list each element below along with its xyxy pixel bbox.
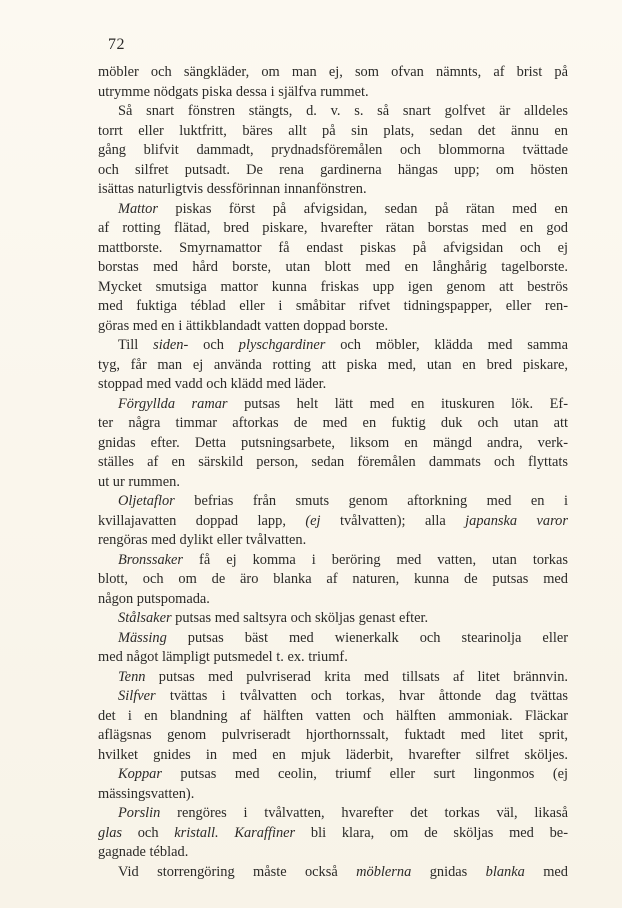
text-run: bli klara, om de sköljas med be- (295, 824, 568, 841)
text-run: mattborste. Smyrnamattor få endast piskas på afvigsidan och ej (98, 239, 568, 256)
italic-term: plyschgardiner (238, 337, 326, 353)
italic-term: Oljetaflor (118, 493, 175, 509)
italic-term: möblerna (356, 863, 412, 880)
text-line (98, 141, 568, 161)
text-line (98, 375, 568, 395)
text-run: tvålvatten); alla (320, 512, 466, 529)
italic-term: (ej (305, 512, 321, 529)
text-run: borstas med hård borste, utan blott med en långhårig tagelborste. (98, 259, 568, 275)
text-line (98, 648, 568, 668)
italic-term: japanska varor (465, 512, 568, 529)
text-line (98, 180, 568, 200)
text-run: isättas naturligtvis dessförinnan innanfönstren. (98, 181, 367, 197)
text-line (98, 434, 568, 454)
text-run: gagnade téblad. (98, 844, 189, 860)
text-run: stoppad med vadd och klädd med läder. (98, 376, 327, 392)
text-line (98, 317, 568, 337)
text-run: putsas med pulvriserad krita med tillsats af litet brännvin. (145, 668, 568, 685)
italic-term: kristall. (174, 824, 219, 841)
italic-term: Bronssaker (118, 551, 184, 568)
body-text (98, 63, 568, 882)
text-run: kvillajavatten doppad lapp, (98, 512, 306, 529)
italic-term: Koppar (118, 766, 162, 782)
italic-term: Karaffiner (234, 824, 296, 841)
text-line (98, 473, 568, 493)
text-run: göras med en i ättikblandadt vatten doppad borste. (98, 317, 389, 334)
text-line (98, 102, 568, 122)
text-run: putsas med ceolin, triumf eller surt lingonmos (ej (161, 766, 568, 782)
text-line (98, 492, 568, 512)
italic-term: glas (98, 824, 122, 841)
text-run: med fuktiga téblad eller i småbitar rifvet tidningspapper, eller ren- (98, 298, 568, 314)
text-line (98, 726, 568, 746)
text-run: utrymme nödgats piska dessa i själfva rummet. (98, 83, 369, 100)
text-run: putsas bäst med wienerkalk och stearinolja eller (166, 629, 568, 646)
text-run: få ej komma i beröring med vatten, utan torkas (183, 551, 568, 568)
text-line (98, 278, 568, 298)
text-line (98, 122, 568, 142)
text-run: rengöres i tvålvatten, hvarefter det torkas väl, likaså (160, 805, 568, 821)
text-line (98, 161, 568, 181)
text-line (98, 356, 568, 376)
text-run: gnidas (411, 863, 486, 880)
page-number: 72 (108, 36, 125, 53)
text-run: och (188, 337, 239, 353)
text-line (98, 63, 568, 83)
italic-term: Silfver (118, 688, 156, 704)
text-line (98, 843, 568, 863)
text-line (98, 83, 568, 103)
text-line (98, 570, 568, 590)
text-run: det i en blandning af hälften vatten och hälften ammoniak. Fläckar (98, 707, 568, 724)
text-line (98, 219, 568, 239)
text-run: ut ur rummen. (98, 473, 180, 490)
italic-term: siden- (153, 337, 189, 353)
italic-term: Tenn (118, 668, 146, 685)
text-run: tvättas i tvålvatten och torkas, hvar åttonde dag tvättas (155, 688, 568, 704)
text-line (98, 297, 568, 317)
text-run: tyg, får man ej använda rotting att piska med, utan en bred piskare, (98, 356, 568, 373)
text-line (98, 200, 568, 220)
text-line (98, 824, 568, 844)
text-run: någon putspomada. (98, 590, 210, 607)
italic-term: blanka (485, 863, 525, 880)
text-line (98, 609, 568, 629)
italic-term: Stålsaker (118, 610, 172, 626)
text-line (98, 551, 568, 571)
text-run: med (524, 863, 568, 880)
text-run: piskas först på afvigsidan, sedan på rätan med en (157, 200, 568, 217)
text-run: blott, och om de äro blanka af naturen, kunna de putsas med (98, 571, 568, 587)
text-line (98, 414, 568, 434)
italic-term: Porslin (118, 805, 161, 821)
text-run: med något lämpligt putsmedel t. ex. triumf. (98, 649, 348, 665)
text-line (98, 863, 568, 883)
text-line (98, 765, 568, 785)
text-run: af rotting flätad, bred piskare, hvarefter rätan borstas med en god (98, 220, 568, 236)
text-run: rengöras med dylikt eller tvålvatten. (98, 532, 307, 548)
text-line (98, 707, 568, 727)
text-line (98, 590, 568, 610)
italic-term: Mässing (118, 629, 167, 646)
text-line (98, 453, 568, 473)
text-line (98, 687, 568, 707)
text-line (98, 531, 568, 551)
text-run: gång blifvit dammadt, prydnadsföremålen och blommorna tvättade (98, 142, 568, 158)
text-line (98, 785, 568, 805)
text-run: putsas med saltsyra och sköljas genast efter. (171, 610, 429, 626)
text-line (98, 336, 568, 356)
text-line (98, 512, 568, 532)
text-run: aflägsnas genom pulvriseradt hjorthornssalt, fuktadt med litet sprit, (98, 727, 568, 743)
text-line (98, 804, 568, 824)
text-run: och möbler, klädda med samma (325, 337, 568, 353)
text-line (98, 258, 568, 278)
text-run: möbler och sängkläder, om man ej, som ofvan nämnts, af brist på (98, 64, 568, 80)
text-line (98, 395, 568, 415)
text-run: hvilket gnides in med en mjuk läderbit, hvarefter silfret sköljes. (98, 746, 568, 763)
text-run: putsas helt lätt med en ituskuren lök. Ef- (227, 395, 568, 412)
text-run: ter några timmar aftorkas de med en fuktig duk och utan att (98, 415, 568, 431)
text-run: och silfret putsadt. De rena gardinerna hängas upp; om hösten (98, 161, 568, 178)
text-run: gnidas efter. Detta putsningsarbete, liksom en mängd andra, verk- (98, 434, 568, 451)
text-run: torrt eller luktfritt, bäres allt på sin plats, sedan det ännu en (98, 122, 568, 139)
text-run: Till (118, 337, 154, 353)
text-run: befrias från smuts genom aftorkning med en i (174, 493, 568, 509)
text-run: och (122, 824, 175, 841)
text-run: mässingsvatten). (98, 785, 195, 802)
text-line (98, 239, 568, 259)
text-run: Vid storrengöring måste också (118, 863, 357, 880)
italic-term: Mattor (118, 200, 158, 217)
text-line (98, 746, 568, 766)
text-line (98, 668, 568, 688)
text-run: Så snart fönstren stängts, d. v. s. så snart golfvet är alldeles (118, 103, 568, 119)
text-run: Mycket smutsiga mattor kunna friskas upp igen genom att beströs (98, 278, 568, 295)
text-line (98, 629, 568, 649)
text-run: ställes af en särskild person, sedan föremålen dammats och flyttats (98, 454, 568, 470)
text-run (219, 825, 235, 841)
italic-term: Förgyllda ramar (118, 395, 228, 412)
